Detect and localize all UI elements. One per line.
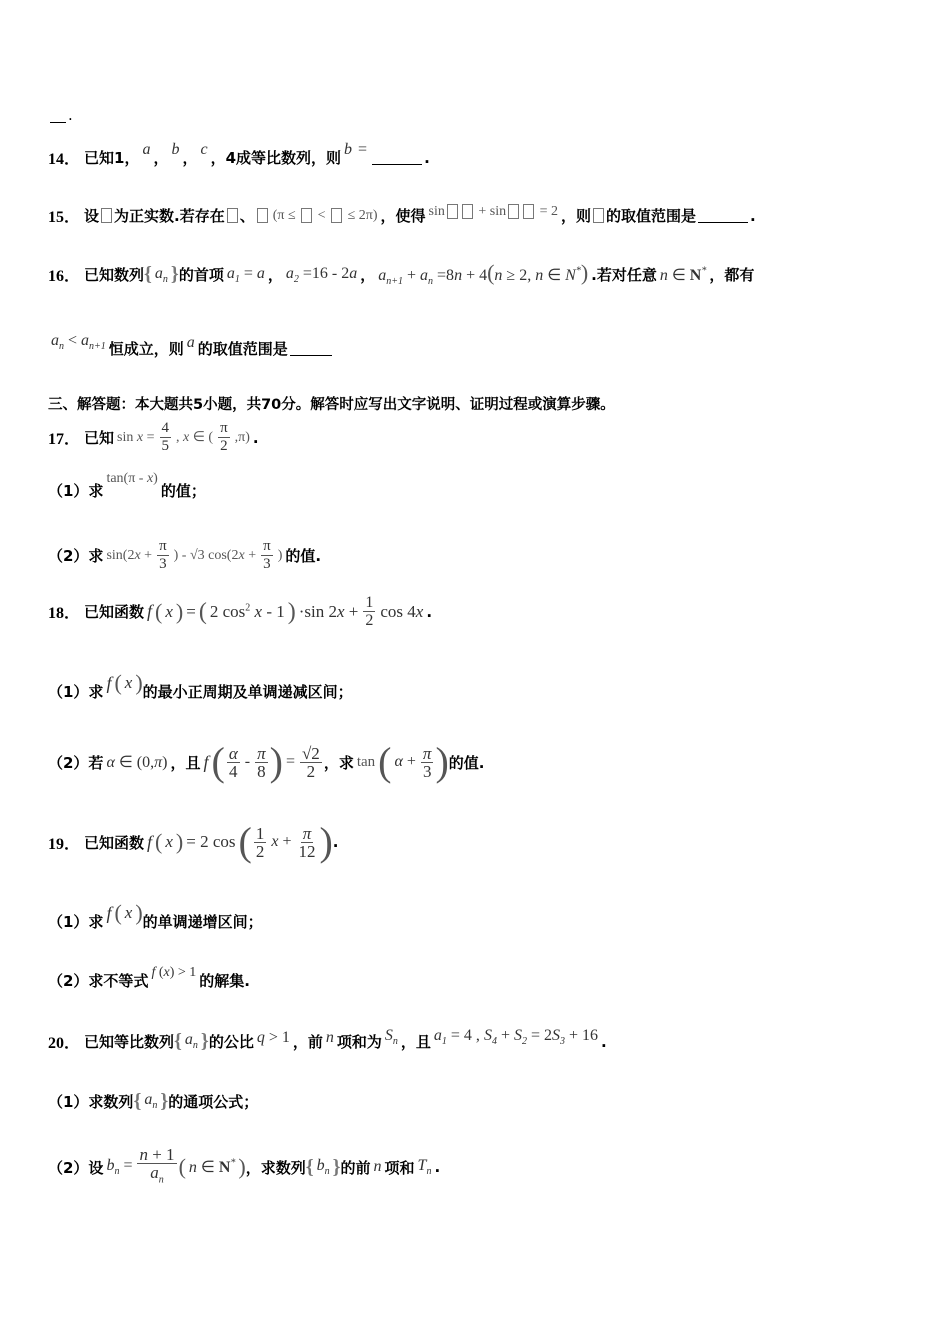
question-16-line-2: $a_n < a_{n+1}$ 恒成立，则 a 的取值范围是 (48, 338, 334, 359)
answer-blank (290, 341, 332, 356)
section-3-header: 三、解答题：本大题共5小题，共70分。解答时应写出文字说明、证明过程或演算步骤。 (48, 397, 615, 413)
answer-blank (50, 108, 66, 123)
question-18-part-1: （1）求 f ( x ) 的最小正周期及单调递减区间； (48, 670, 353, 701)
question-16: 16． 已知数列 { $a_n$ } 的首项 $a_1 = a$ ， $a_2 =16 - 2a$ ， $a_{n+1} + a_n =8n + 4(n \ge 2$, n ∈ N*) .若对任意 n ∈ N* ，都有 (48, 260, 755, 288)
top-blank-line: . (48, 106, 73, 124)
missing-symbol-icon (257, 208, 268, 223)
question-17-part-1: （1）求 tan(π - x) 的值； (48, 470, 206, 500)
missing-symbol-icon (101, 208, 112, 223)
question-17: 17． 已知 sin x = $\frac{4}{5}$ , x ∈ ( $\frac{\pi}{2}$ ,π) . (48, 420, 259, 454)
answer-blank (698, 208, 748, 223)
missing-symbol-icon (593, 208, 604, 223)
question-19: 19． 已知函数 f ( x ) = 2 cos ( $\frac{1}{2}$ x + $\frac{\pi}{12}$ ) . (48, 819, 339, 864)
question-15: 15． 设 为正实数.若存在 、 (π ≤ < ≤ 2π) ，使得 sin + sin = 2 ，则 的取值范围是 . (48, 203, 756, 226)
answer-blank (372, 150, 422, 165)
question-18: 18． 已知函数 f ( x ) = ( 2 $\cos^2 x - 1$ ) ·sin 2x + $\frac{1}{2}$ cos 4x . (48, 594, 433, 629)
question-20-part-2: （2）设 $b_n$ = $\frac{n + 1}{a_n}$ ( n ∈ N* ) ，求数列 { $b_n$ } 的前 n 项和 $T_n$ . (48, 1145, 441, 1186)
question-17-part-2: （2）求 sin(2x + $\frac{\pi}{3}$ ) - √3 cos(2x + $\frac{\pi}{3}$ ) 的值. (48, 538, 322, 572)
missing-symbol-icon (227, 208, 238, 223)
question-14: 14． 已知1， a ， b ， c ，4成等比数列，则 b = . (48, 140, 430, 168)
question-18-part-2: （2）若 α ∈ (0,π) ，且 f ( $\frac{\alpha}{4}$ - $\frac{\pi}{8}$ ) = $\frac{√2}{2}$ ，求 tan ( α + $\frac{\pi}{3}$ ) 的值. (48, 739, 485, 784)
question-20: 20． 已知等比数列 { $a_n$ } 的公比 q > 1 ，前 n 项和为 $S_n$ ，且 $a_1 = 4$ , $S_4 + S_2 = 2S_3 + 16$ . (48, 1027, 607, 1052)
question-19-part-2: （2）求不等式 f (x) > 1 的解集. (48, 964, 250, 990)
question-20-part-1: （1）求数列 { $a_n$ } 的通项公式； (48, 1090, 259, 1112)
question-19-part-1: （1）求 f ( x ) 的单调递增区间； (48, 900, 263, 931)
